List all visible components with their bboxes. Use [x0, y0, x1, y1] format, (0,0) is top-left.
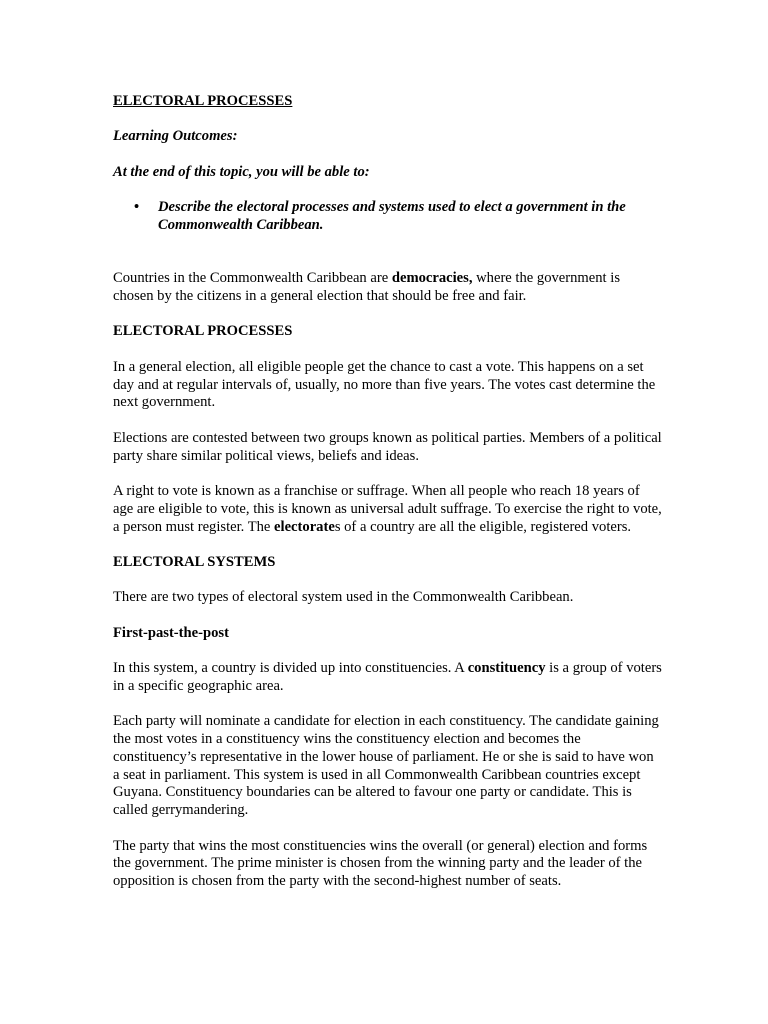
- political-parties-paragraph: Elections are contested between two groups known as political parties. Members of a political party share similar political views, beliefs and ideas.: [113, 429, 662, 464]
- constituency-paragraph: [113, 660, 663, 696]
- section-heading-electoral-systems: ELECTORAL SYSTEMS: [113, 553, 276, 570]
- term-constituency: constituency: [467, 660, 546, 677]
- bullet-icon: •: [134, 199, 140, 216]
- list-item: [113, 199, 663, 235]
- learning-outcomes-label: Learning Outcomes:: [113, 128, 238, 145]
- intro-text-after: where the government is chosen by the citizens in a general election that should be free and fair.: [113, 270, 620, 304]
- section-heading-electoral-processes: ELECTORAL PROCESSES: [113, 323, 293, 340]
- winning-party-paragraph: The party that wins the most constituencies wins the overall (or general) election and forms the government. The prime minister is chosen from the winning party and the leader of the opposition is chosen from the party with the second-highest number of seats.: [113, 837, 648, 890]
- suffrage-text-before: A right to vote is known as a franchise or suffrage. When all people who reach 18 years of age are eligible to vote, this is known as universal adult suffrage. To exercise the right to vote, a person must register. The: [113, 482, 662, 535]
- nomination-paragraph: Each party will nominate a candidate for election in each constituency. The candidate gaining the most votes in a constituency wins the constituency election and becomes the constituency’s representative in the lower house of parliament. He or she is said to have won a seat in parliament. This system is used in all Commonwealth Caribbean countries except Guyana. Constituency boundaries can be altered to favour one party or candidate. This is called gerrymandering.: [113, 713, 659, 819]
- term-electorate: electorate: [274, 518, 335, 535]
- suffrage-text-after: s of a country are all the eligible, registered voters.: [334, 518, 632, 535]
- end-of-topic-statement: At the end of this topic, you will be able to:: [113, 163, 370, 180]
- intro-text-before: Countries in the Commonwealth Caribbean are: [113, 270, 392, 287]
- document-page: [113, 93, 663, 909]
- outcomes-list: [113, 199, 663, 235]
- suffrage-paragraph: [113, 483, 663, 536]
- subheading-first-past-the-post: First-past-the-post: [113, 624, 229, 641]
- general-election-paragraph: In a general election, all eligible people get the chance to cast a vote. This happens on a set day and at regular intervals of, usually, no more than five years. The votes cast determine the next government.: [113, 358, 656, 411]
- system-types-paragraph: There are two types of electoral system used in the Commonwealth Caribbean.: [113, 589, 574, 606]
- intro-paragraph: [113, 270, 663, 306]
- constituency-text-after: is a group of voters in a specific geographic area.: [113, 660, 662, 694]
- page-title: ELECTORAL PROCESSES: [113, 93, 293, 109]
- constituency-text-before: In this system, a country is divided up into constituencies. A: [113, 660, 468, 677]
- term-democracies: democracies,: [391, 270, 473, 287]
- outcome-text: Describe the electoral processes and systems used to elect a government in the Commonwealth Caribbean.: [158, 199, 626, 233]
